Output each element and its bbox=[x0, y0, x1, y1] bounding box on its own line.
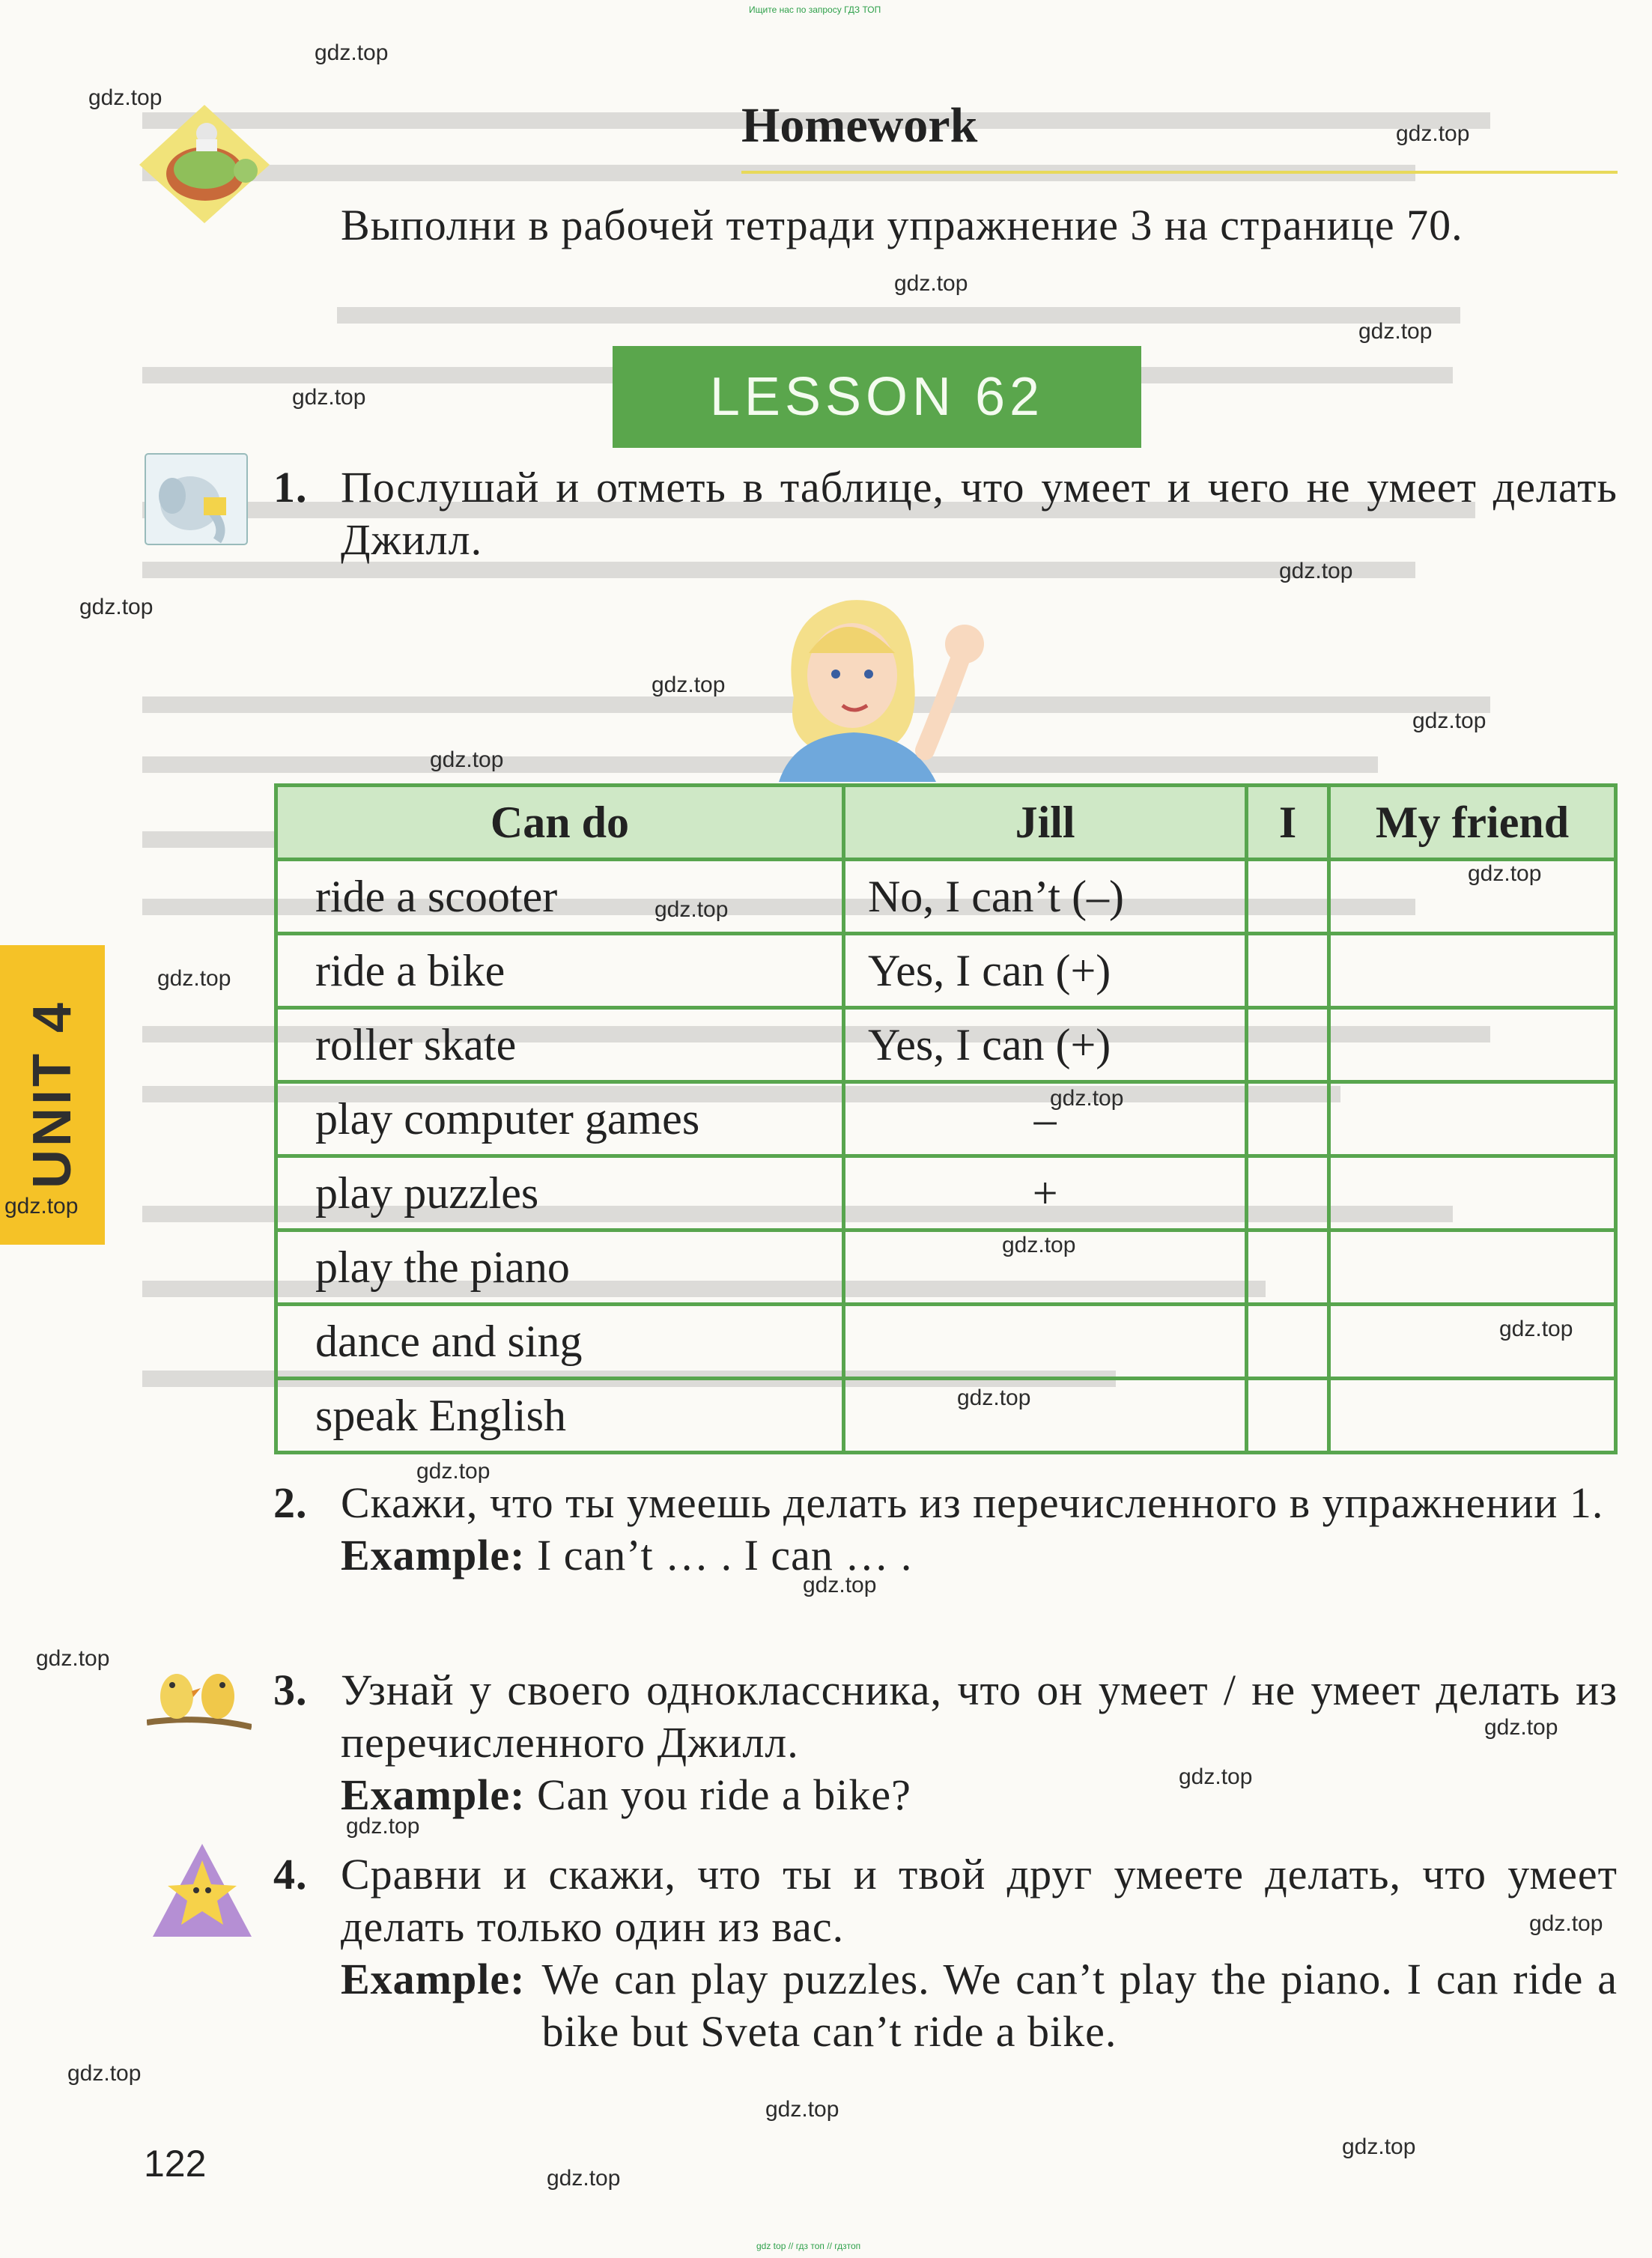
activity-cell: play the piano bbox=[276, 1230, 844, 1305]
site-bottom-note: gdz top // гдз топ // гдзтоп bbox=[756, 2241, 861, 2251]
watermark: gdz.top bbox=[88, 85, 163, 110]
activity-cell: dance and sing bbox=[276, 1305, 844, 1379]
watermark: gdz.top bbox=[547, 2166, 621, 2191]
header-my-friend: My friend bbox=[1328, 786, 1615, 860]
i-cell[interactable] bbox=[1247, 1082, 1329, 1156]
friend-cell[interactable] bbox=[1328, 1230, 1615, 1305]
task3-number: 3. bbox=[273, 1666, 308, 1714]
jill-cell: No, I can’t (–) bbox=[843, 860, 1246, 934]
table-header-row bbox=[276, 786, 1616, 860]
friend-cell[interactable] bbox=[1328, 934, 1615, 1008]
listening-elephant-icon bbox=[144, 452, 249, 546]
watermark: gdz.top bbox=[957, 1386, 1031, 1410]
table-row bbox=[276, 1082, 1616, 1156]
table-row bbox=[276, 1008, 1616, 1082]
table-row bbox=[276, 934, 1616, 1008]
homework-title: Homework bbox=[741, 98, 978, 153]
watermark: gdz.top bbox=[292, 385, 366, 410]
task2-block bbox=[273, 1477, 1618, 1582]
jill-illustration bbox=[764, 586, 1011, 782]
header-jill: Jill bbox=[843, 786, 1246, 860]
i-cell[interactable] bbox=[1247, 1156, 1329, 1230]
friend-cell[interactable] bbox=[1328, 1379, 1615, 1453]
header-can-do: Can do bbox=[276, 786, 844, 860]
watermark: gdz.top bbox=[1529, 1911, 1603, 1936]
watermark: gdz.top bbox=[346, 1814, 420, 1839]
task4-number: 4. bbox=[273, 1850, 308, 1899]
task3-example-label: Example: bbox=[341, 1770, 526, 1819]
table-row bbox=[276, 1305, 1616, 1379]
i-cell[interactable] bbox=[1247, 1305, 1329, 1379]
task3-text: Узнай у своего одноклассника, что он умеет / не умеет делать из перечисленного Джилл. bbox=[341, 1666, 1618, 1767]
abilities-table bbox=[274, 783, 1618, 1454]
task2-example: I can’t … . I can … . bbox=[536, 1531, 913, 1579]
site-top-note: Ищите нас по запросу ГДЗ ТОП bbox=[749, 4, 881, 15]
homework-text: Выполни в рабочей тетради упражнение 3 на странице 70. bbox=[341, 201, 1463, 249]
watermark: gdz.top bbox=[652, 673, 726, 697]
watermark: gdz.top bbox=[1499, 1317, 1573, 1341]
task2-number: 2. bbox=[273, 1478, 308, 1527]
i-cell[interactable] bbox=[1247, 1379, 1329, 1453]
lesson-banner: LESSON 62 bbox=[613, 346, 1141, 448]
jill-cell: Yes, I can (+) bbox=[843, 1008, 1246, 1082]
task2-example-label: Example: bbox=[341, 1531, 526, 1579]
task3-block bbox=[273, 1664, 1618, 1821]
watermark: gdz.top bbox=[1412, 708, 1487, 733]
jill-cell bbox=[843, 1379, 1246, 1453]
jill-cell: + bbox=[843, 1156, 1246, 1230]
turtle-icon bbox=[139, 105, 270, 225]
watermark: gdz.top bbox=[1358, 319, 1433, 344]
table-row bbox=[276, 1230, 1616, 1305]
watermark: gdz.top bbox=[1002, 1233, 1076, 1257]
task1-text: Послушай и отметь в таблице, что умеет и чего не умеет делать Джилл. bbox=[341, 463, 1618, 564]
task2-text: Скажи, что ты умеешь делать из перечисленного в упражнении 1. bbox=[341, 1478, 1604, 1527]
i-cell[interactable] bbox=[1247, 860, 1329, 934]
watermark: gdz.top bbox=[36, 1646, 110, 1671]
page-number: 122 bbox=[144, 2143, 207, 2185]
watermark: gdz.top bbox=[1468, 861, 1542, 886]
table-row bbox=[276, 860, 1616, 934]
activity-cell: roller skate bbox=[276, 1008, 844, 1082]
watermark: gdz.top bbox=[79, 595, 154, 619]
task4-text: Сравни и скажи, что ты и твой друг умеете делать, что умеет делать только один из вас. bbox=[341, 1850, 1618, 1951]
watermark: gdz.top bbox=[803, 1573, 877, 1597]
birds-on-branch-icon bbox=[147, 1655, 252, 1737]
watermark: gdz.top bbox=[1342, 2134, 1416, 2159]
watermark: gdz.top bbox=[157, 966, 231, 991]
watermark: gdz.top bbox=[4, 1194, 79, 1218]
activity-cell: ride a scooter bbox=[276, 860, 844, 934]
watermark: gdz.top bbox=[1179, 1764, 1253, 1789]
activity-cell: play puzzles bbox=[276, 1156, 844, 1230]
task4-block bbox=[273, 1848, 1618, 2058]
watermark: gdz.top bbox=[416, 1459, 491, 1484]
friend-cell[interactable] bbox=[1328, 1156, 1615, 1230]
friend-cell[interactable] bbox=[1328, 1008, 1615, 1082]
activity-cell: ride a bike bbox=[276, 934, 844, 1008]
star-icon bbox=[150, 1842, 255, 1938]
table-row bbox=[276, 1156, 1616, 1230]
task3-example: Can you ride a bike? bbox=[536, 1770, 911, 1819]
watermark: gdz.top bbox=[430, 747, 504, 772]
i-cell[interactable] bbox=[1247, 1230, 1329, 1305]
friend-cell[interactable] bbox=[1328, 1082, 1615, 1156]
watermark: gdz.top bbox=[894, 271, 968, 296]
table-row bbox=[276, 1379, 1616, 1453]
task4-example-label: Example: bbox=[341, 1955, 526, 2003]
watermark: gdz.top bbox=[67, 2061, 142, 2086]
watermark: gdz.top bbox=[765, 2097, 839, 2122]
i-cell[interactable] bbox=[1247, 1008, 1329, 1082]
watermark: gdz.top bbox=[315, 40, 389, 65]
activity-cell: play computer games bbox=[276, 1082, 844, 1156]
i-cell[interactable] bbox=[1247, 934, 1329, 1008]
watermark: gdz.top bbox=[1279, 559, 1353, 583]
watermark: gdz.top bbox=[1396, 121, 1470, 146]
watermark: gdz.top bbox=[655, 897, 729, 922]
jill-cell: – bbox=[843, 1082, 1246, 1156]
jill-cell: Yes, I can (+) bbox=[843, 934, 1246, 1008]
watermark: gdz.top bbox=[1484, 1715, 1558, 1740]
header-i: I bbox=[1247, 786, 1329, 860]
task1-block bbox=[273, 461, 1618, 566]
jill-cell bbox=[843, 1305, 1246, 1379]
task1-number: 1. bbox=[273, 463, 308, 512]
watermark: gdz.top bbox=[1050, 1086, 1124, 1111]
homework-rule bbox=[741, 171, 1618, 174]
unit-label: UNIT 4 bbox=[22, 999, 82, 1189]
activity-cell: speak English bbox=[276, 1379, 844, 1453]
task4-example: We can play puzzles. We can’t play the piano. I can ride a bike but Sveta can’t ride a bike. bbox=[541, 1955, 1618, 2056]
